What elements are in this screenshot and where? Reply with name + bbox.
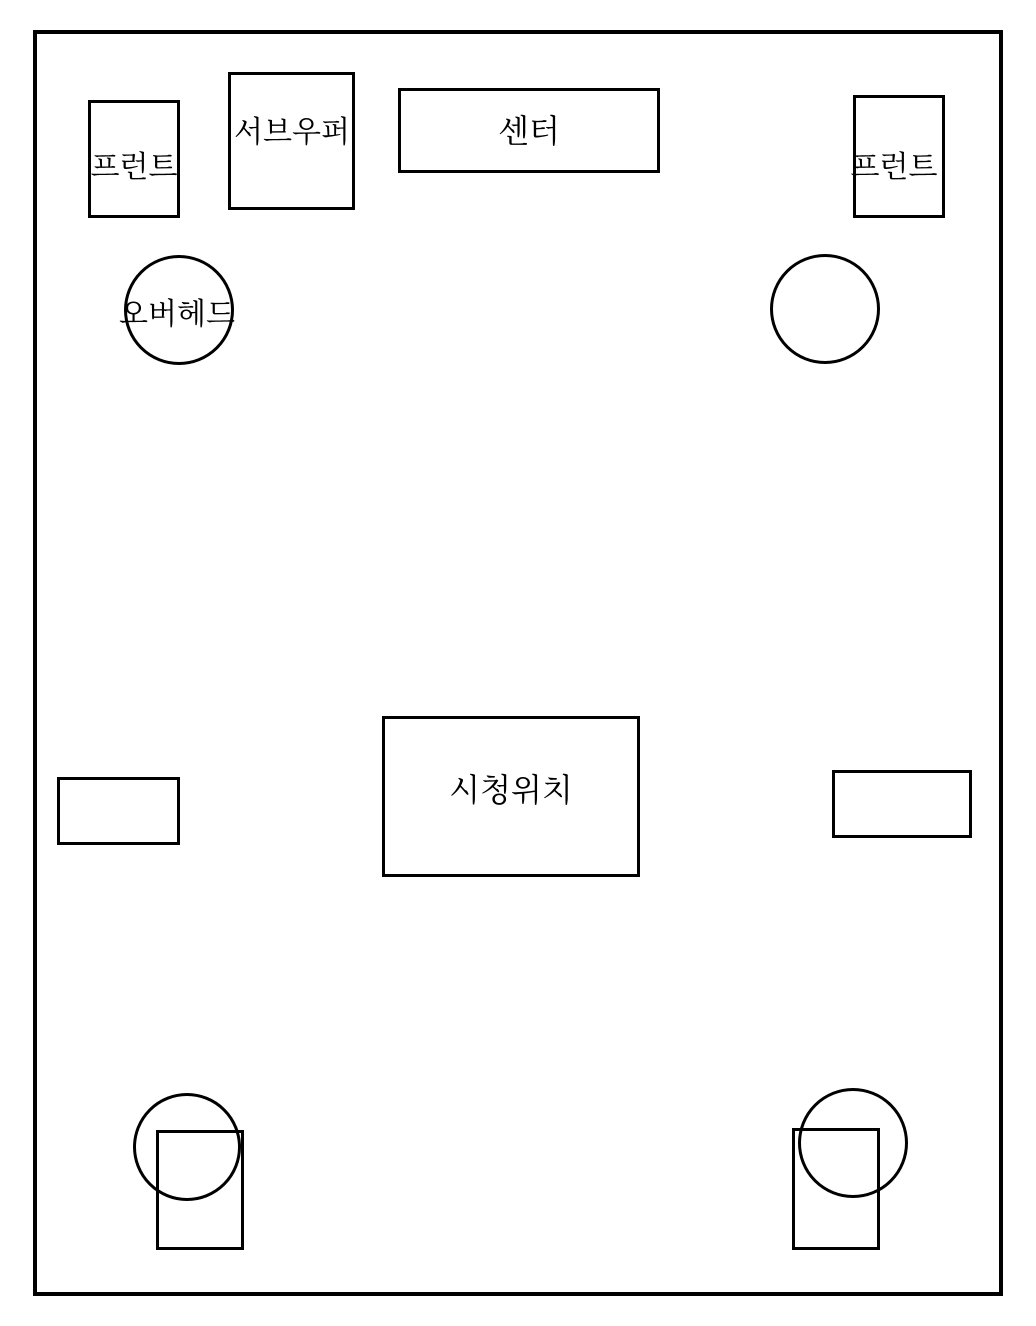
- rear-left-speaker: [156, 1130, 244, 1250]
- overhead-right-speaker: [770, 254, 880, 364]
- front-left-speaker-label: 프런트: [90, 150, 178, 185]
- listening-position-label: 시청위치: [449, 771, 573, 809]
- surround-right-speaker: [832, 770, 972, 838]
- overhead-speaker-label: 오버헤드: [119, 297, 235, 332]
- surround-left-speaker: [57, 777, 180, 845]
- center-speaker-label: 센터: [498, 112, 560, 150]
- front-right-speaker-label: 프런트: [850, 150, 938, 185]
- subwoofer-label: 서브우퍼: [234, 115, 350, 150]
- rear-right-speaker: [792, 1128, 880, 1250]
